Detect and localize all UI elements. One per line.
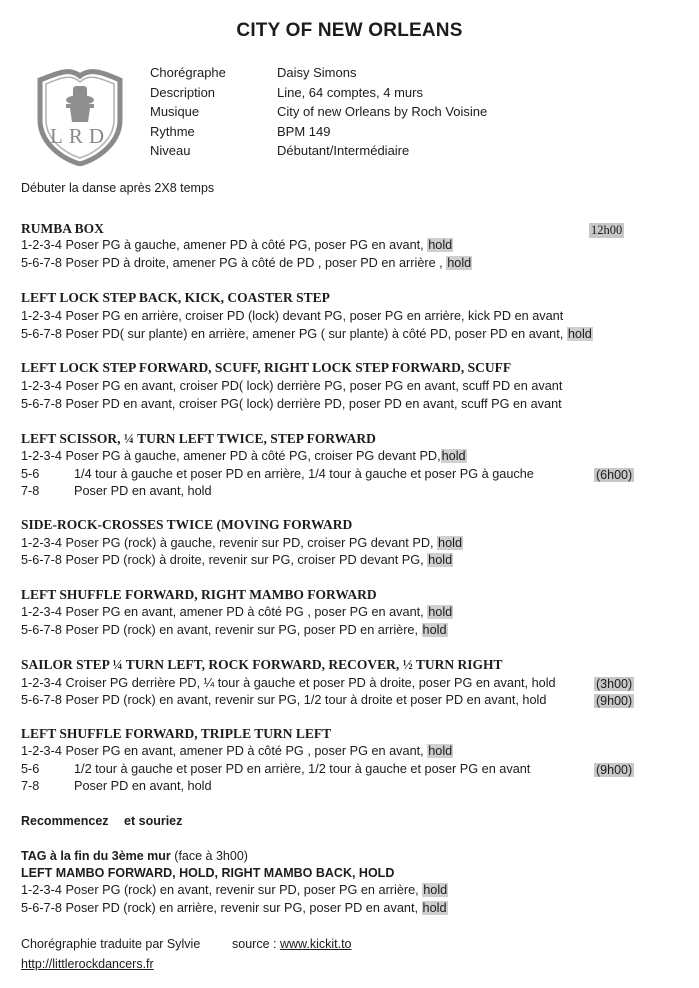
step-text: Poser PD (rock) en arrière, revenir sur PG, poser PD en avant, xyxy=(65,901,418,915)
step-text: Poser PG (rock) en avant, revenir sur PD, poser PG en arrière, xyxy=(65,883,419,897)
meta-label-choreographer: Chorégraphe xyxy=(150,65,226,80)
step-count: 5-6-7-8 xyxy=(21,623,62,637)
meta-values xyxy=(277,63,487,161)
source-line xyxy=(232,937,352,951)
translation-credit: Chorégraphie traduite par Sylvie xyxy=(21,937,201,951)
meta-label-rhythm: Rythme xyxy=(150,123,195,139)
step-count: 5-6 xyxy=(21,762,40,776)
step-count: 1-2-3-4 xyxy=(21,605,62,619)
meta-labels xyxy=(150,63,226,161)
hold-highlight: hold xyxy=(423,883,448,897)
hold-highlight: hold xyxy=(438,536,463,550)
step-text: Poser PD en avant, hold xyxy=(74,779,212,793)
meta-value-rhythm: BPM 149 xyxy=(277,123,331,139)
step-count: 5-6-7-8 xyxy=(21,901,62,915)
step-line xyxy=(21,744,453,758)
orientation-badge: 12h00 xyxy=(591,223,623,237)
step-line xyxy=(21,309,563,323)
meta-value-level: Débutant/Intermédiaire xyxy=(277,143,410,159)
restart-part2: et souriez xyxy=(124,814,183,828)
orientation-badge: (6h00) xyxy=(596,468,633,482)
step-count: 1-2-3-4 xyxy=(21,536,62,550)
restart-part1: Recommencez xyxy=(21,814,109,828)
lrd-shield-logo-icon xyxy=(30,62,130,166)
meta-label-level: Niveau xyxy=(150,143,191,159)
step-count: 1-2-3-4 xyxy=(21,238,62,252)
section-title: RUMBA BOX xyxy=(21,221,104,236)
source-link[interactable]: www.kickit.to xyxy=(279,937,352,951)
meta-value-choreographer: Daisy Simons xyxy=(277,65,357,80)
step-count: 5-6 xyxy=(21,467,40,481)
hold-highlight: hold xyxy=(441,449,466,463)
restart-text xyxy=(21,814,182,828)
step-text: Poser PG à gauche, amener PD à côté PG, croiser PG devant PD, xyxy=(65,449,441,463)
hold-highlight: hold xyxy=(567,327,592,341)
step-count: 1-2-3-4 xyxy=(21,379,62,393)
step-count: 1-2-3-4 xyxy=(21,744,62,758)
step-text: Poser PD à droite, amener PG à côté de PD , poser PD en arrière , xyxy=(65,256,443,270)
step-text: Poser PG en avant, amener PD à côté PG , poser PG en avant, xyxy=(65,744,424,758)
section-title: LEFT LOCK STEP FORWARD, SCUFF, RIGHT LOCK STEP FORWARD, SCUFF xyxy=(21,360,512,375)
section-title: LEFT SHUFFLE FORWARD, TRIPLE TURN LEFT xyxy=(21,726,332,741)
hold-highlight: hold xyxy=(428,605,453,619)
step-text: Poser PD en avant, croiser PG( lock) derrière PD, poser PD en avant, scuff PG en avant xyxy=(65,397,562,411)
tag-title xyxy=(21,849,248,863)
step-text: 1/4 tour à gauche et poser PD en arrière, 1/4 tour à gauche et poser PG à gauche xyxy=(74,467,534,481)
orientation-badge: (3h00) xyxy=(596,677,633,691)
step-text: Poser PG en avant, croiser PD( lock) derrière PG, poser PG en avant, scuff PD en avant xyxy=(65,379,563,393)
step-line xyxy=(21,676,556,690)
step-line xyxy=(21,623,448,637)
step-count: 1-2-3-4 xyxy=(21,883,62,897)
site-link-wrap xyxy=(21,957,154,971)
step-line xyxy=(21,901,448,915)
hold-highlight: hold xyxy=(428,553,453,567)
step-text: Poser PD (rock) à droite, revenir sur PG, croiser PD devant PG, xyxy=(65,553,424,567)
hold-highlight: hold xyxy=(422,623,447,637)
step-line xyxy=(21,484,212,498)
step-text: Poser PG à gauche, amener PD à côté PG, poser PG en avant, xyxy=(65,238,424,252)
step-line xyxy=(21,536,463,550)
step-line xyxy=(21,605,453,619)
step-count: 5-6-7-8 xyxy=(21,553,62,567)
step-count: 1-2-3-4 xyxy=(21,309,62,323)
step-text: Croiser PG derrière PD, ¼ tour à gauche et poser PD à droite, poser PG en avant, hold xyxy=(65,676,556,690)
step-line xyxy=(21,779,212,793)
step-text: 1/2 tour à gauche et poser PD en arrière, 1/2 tour à gauche et poser PG en avant xyxy=(74,762,531,776)
section-title: SAILOR STEP ¼ TURN LEFT, ROCK FORWARD, RECOVER, ½ TURN RIGHT xyxy=(21,657,503,672)
step-text: Poser PD (rock) en avant, revenir sur PG, poser PD en arrière, xyxy=(65,623,418,637)
step-count: 5-6-7-8 xyxy=(21,327,62,341)
step-count: 7-8 xyxy=(21,484,40,498)
step-line xyxy=(21,379,562,393)
step-line xyxy=(21,397,562,411)
step-text: Poser PG en avant, amener PD à côté PG , poser PG en avant, xyxy=(65,605,424,619)
hold-highlight: hold xyxy=(447,256,472,270)
step-line xyxy=(21,238,453,252)
source-label: source : xyxy=(232,937,277,951)
meta-value-music: City of new Orleans by Roch Voisine xyxy=(277,104,488,120)
orientation-badge: (9h00) xyxy=(596,763,633,777)
section-title: LEFT SCISSOR, ¼ TURN LEFT TWICE, STEP FORWARD xyxy=(21,431,376,446)
meta-value-description: Line, 64 comptes, 4 murs xyxy=(277,84,423,100)
site-link[interactable]: http://littlerockdancers.fr xyxy=(21,957,154,971)
meta-label-description: Description xyxy=(150,84,216,100)
step-line xyxy=(21,467,534,481)
step-text: Poser PD( sur plante) en arrière, amener PG ( sur plante) à côté PD, poser PD en avant, xyxy=(65,327,564,341)
step-line xyxy=(21,762,531,776)
logo-text: LRD xyxy=(50,124,110,148)
step-count: 5-6-7-8 xyxy=(21,397,62,411)
step-line xyxy=(21,553,453,567)
hold-highlight: hold xyxy=(428,238,453,252)
step-line xyxy=(21,883,448,897)
tag-title-bold: TAG à la fin du 3ème mur xyxy=(21,849,171,863)
step-count: 1-2-3-4 xyxy=(21,449,62,463)
dance-title: CITY OF NEW ORLEANS xyxy=(236,20,463,41)
step-count: 7-8 xyxy=(21,779,40,793)
section-title: LEFT SHUFFLE FORWARD, RIGHT MAMBO FORWARD xyxy=(21,587,377,602)
meta-label-music: Musique xyxy=(150,104,200,120)
tag-title-rest: (face à 3h00) xyxy=(174,849,248,863)
section-title: SIDE-ROCK-CROSSES TWICE (MOVING FORWARD xyxy=(21,517,353,532)
step-line xyxy=(21,256,472,270)
step-text: Poser PG en arrière, croiser PD (lock) devant PG, poser PG en arrière, kick PD en avant xyxy=(65,309,564,323)
step-text: Poser PD (rock) en avant, revenir sur PG, 1/2 tour à droite et poser PD en avant, hold xyxy=(65,693,547,707)
section-title: LEFT LOCK STEP BACK, KICK, COASTER STEP xyxy=(21,290,330,305)
step-line xyxy=(21,449,467,463)
hold-highlight: hold xyxy=(428,744,453,758)
step-text: Poser PG (rock) à gauche, revenir sur PD, croiser PG devant PD, xyxy=(65,536,434,550)
tag-subtitle: LEFT MAMBO FORWARD, HOLD, RIGHT MAMBO BACK, HOLD xyxy=(21,866,395,880)
step-count: 1-2-3-4 xyxy=(21,676,62,690)
step-text: Poser PD en avant, hold xyxy=(74,484,212,498)
intro-text: Débuter la danse après 2X8 temps xyxy=(21,181,215,195)
step-count: 5-6-7-8 xyxy=(21,256,62,270)
orientation-badge: (9h00) xyxy=(596,694,633,708)
step-line xyxy=(21,693,546,707)
step-line xyxy=(21,327,593,341)
step-count: 5-6-7-8 xyxy=(21,693,62,707)
hold-highlight: hold xyxy=(422,901,447,915)
